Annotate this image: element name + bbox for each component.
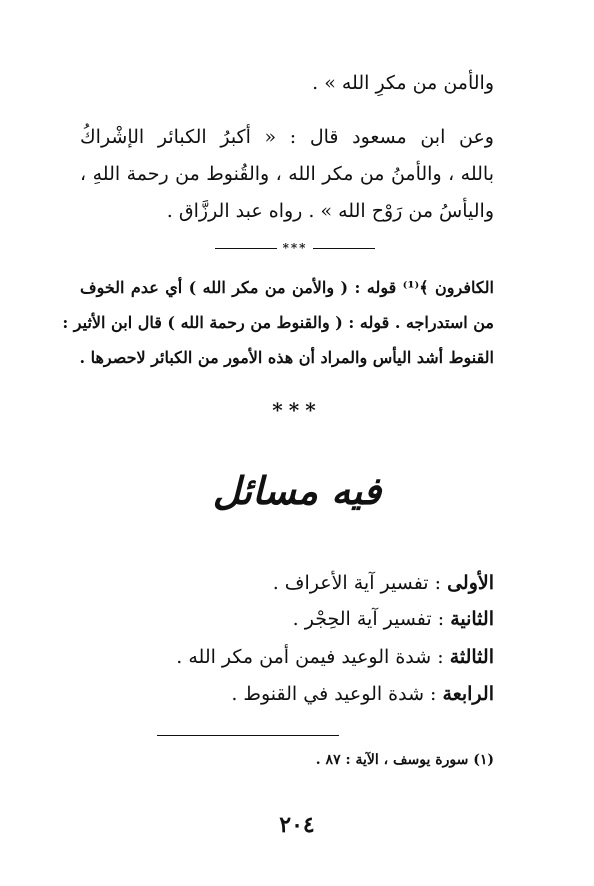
intro-line: والأمن من مكرِ الله » . — [312, 72, 494, 94]
page-number: ٢٠٤ — [279, 812, 315, 838]
issue-text: : شدة الوعيد فيمن أمن مكر الله . — [176, 646, 444, 668]
issue-text: : تفسير آية الحِجْر . — [292, 608, 445, 630]
commentary-line-3: القنوط أشد اليأس والمراد أن هذه الأمور من الكبائر لاحصرها . — [79, 348, 494, 367]
issue-label: الثالثة — [449, 646, 494, 668]
footnote-rule — [157, 735, 339, 736]
section-heading: فيه مسائل — [212, 468, 382, 513]
commentary-line-1: الكافرون ﴾⁽¹⁾ قوله : ( والأمن من مكر الله ) أي عدم الخوف — [80, 278, 495, 297]
issue-label: الثانية — [450, 608, 494, 630]
issue-item-1 — [273, 572, 494, 594]
hadith-line-2: بالله ، والأمنُ من مكر الله ، والقُنوط من رحمة اللهِ ، — [80, 163, 494, 185]
hadith-line-3: واليأسُ من رَوْح الله » . رواه عبد الرزَّاق . — [166, 200, 494, 222]
separator-rule-left — [215, 248, 277, 249]
commentary-line-2: من استدراجه . قوله : ( والقنوط من رحمة الله ) قال ابن الأثير : — [62, 313, 494, 332]
footnote: (١) سورة يوسف ، الآية : ٨٧ . — [315, 752, 494, 768]
hadith-line-1: وعن ابن مسعود قال : « أكبرُ الكبائر الإشْراكُ — [80, 126, 494, 148]
section-stars: *** — [272, 398, 322, 422]
issue-item-3 — [176, 646, 494, 668]
section-separator — [215, 240, 375, 256]
issue-text: : تفسير آية الأعراف . — [272, 572, 442, 594]
issue-item-4 — [231, 683, 494, 705]
issue-label: الأولى — [447, 572, 494, 594]
separator-asterisks: *** — [282, 241, 308, 255]
issue-text: : شدة الوعيد في القنوط . — [231, 683, 437, 705]
issue-label: الرابعة — [442, 683, 494, 705]
separator-rule-right — [313, 248, 375, 249]
issue-item-2 — [293, 608, 494, 630]
